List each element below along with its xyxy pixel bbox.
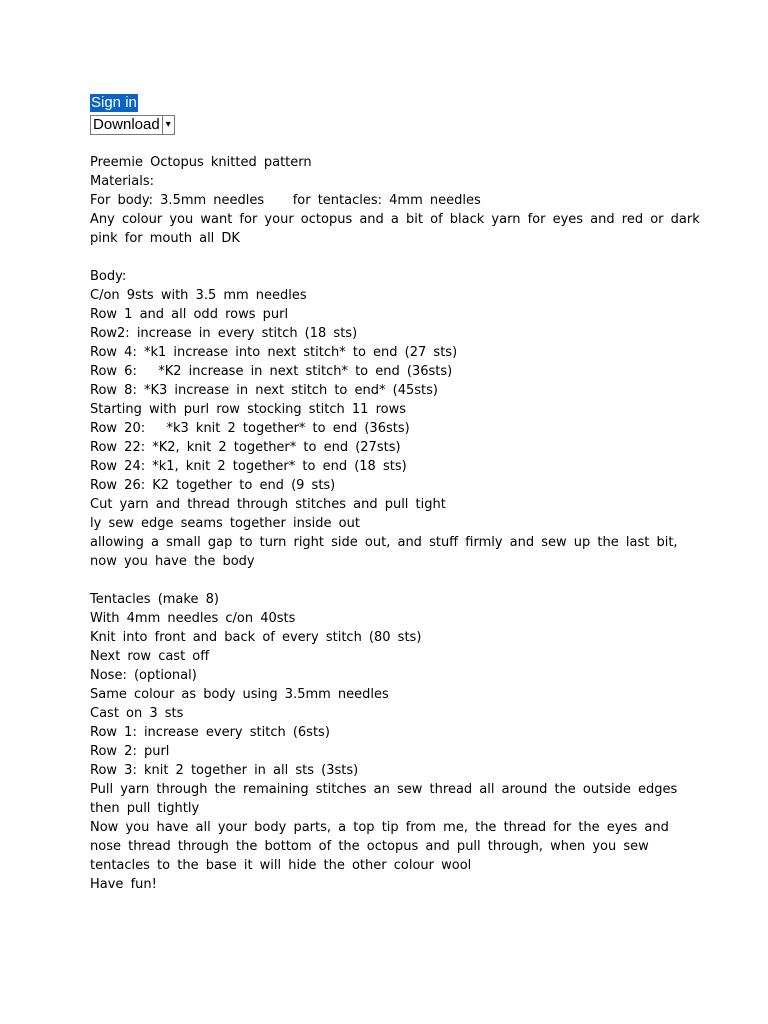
doc-line: Row 6: *K2 increase in next stitch* to end (36sts)	[90, 364, 453, 379]
doc-blank-line	[90, 248, 690, 267]
doc-section-heading: Tentacles (make 8)	[90, 592, 219, 607]
doc-line: Materials:	[90, 174, 154, 189]
doc-line: Pull yarn through the remaining stitches an sew thread all around the outside edges	[90, 782, 678, 797]
download-row	[90, 114, 690, 135]
doc-line: nose thread through the bottom of the octopus and pull through, when you sew	[90, 839, 649, 854]
doc-line: Knit into front and back of every stitch (80 sts)	[90, 630, 422, 645]
doc-line: Now you have all your body parts, a top tip from me, the thread for the eyes and	[90, 820, 669, 835]
doc-line: Row 8: *K3 increase in next stitch to end* (45sts)	[90, 383, 438, 398]
doc-title: Preemie Octopus knitted pattern	[90, 155, 312, 170]
doc-line: Row 26: K2 together to end (9 sts)	[90, 478, 336, 493]
doc-line: ly sew edge seams together inside out	[90, 516, 360, 531]
doc-line: now you have the body	[90, 554, 255, 569]
sign-in-link[interactable]: Sign in	[91, 94, 137, 111]
doc-line: tentacles to the base it will hide the other colour wool	[90, 858, 472, 873]
doc-line: Row2: increase in every stitch (18 sts)	[90, 326, 358, 341]
doc-line: Cut yarn and thread through stitches and pull tight	[90, 497, 446, 512]
chevron-down-icon[interactable]: ▾	[162, 116, 174, 134]
doc-line: With 4mm needles c/on 40sts	[90, 611, 296, 626]
doc-section-heading: Nose: (optional)	[90, 668, 197, 683]
doc-line: Row 3: knit 2 together in all sts (3sts)	[90, 763, 359, 778]
doc-line: allowing a small gap to turn right side out, and stuff firmly and sew up the last bit,	[90, 535, 678, 550]
download-label: Download	[93, 116, 160, 133]
page-content	[90, 92, 700, 894]
doc-line: Next row cast off	[90, 649, 210, 664]
doc-line: Row 4: *k1 increase into next stitch* to end (27 sts)	[90, 345, 458, 360]
doc-line: Row 1 and all odd rows purl	[90, 307, 289, 322]
doc-line: Starting with purl row stocking stitch 11 rows	[90, 402, 406, 417]
sign-in-row	[90, 92, 690, 114]
doc-line: Row 24: *k1, knit 2 together* to end (18 sts)	[90, 459, 407, 474]
doc-line: C/on 9sts with 3.5 mm needles	[90, 288, 307, 303]
doc-line: then pull tightly	[90, 801, 200, 816]
doc-line: For body: 3.5mm needles for tentacles: 4mm needles	[90, 193, 481, 208]
doc-line: Row 22: *K2, knit 2 together* to end (27sts)	[90, 440, 401, 455]
doc-line: Row 2: purl	[90, 744, 170, 759]
doc-line: Row 20: *k3 knit 2 together* to end (36sts)	[90, 421, 410, 436]
doc-line: Any colour you want for your octopus and a bit of black yarn for eyes and red or dark	[90, 212, 700, 227]
download-dropdown[interactable]	[90, 115, 175, 135]
doc-blank-line	[90, 571, 690, 590]
doc-section-heading: Body:	[90, 269, 127, 284]
document-body	[90, 153, 700, 894]
doc-line: Same colour as body using 3.5mm needles	[90, 687, 389, 702]
doc-closing-line: Have fun!	[90, 877, 157, 892]
doc-line: pink for mouth all DK	[90, 231, 240, 246]
doc-line: Row 1: increase every stitch (6sts)	[90, 725, 330, 740]
doc-line: Cast on 3 sts	[90, 706, 184, 721]
